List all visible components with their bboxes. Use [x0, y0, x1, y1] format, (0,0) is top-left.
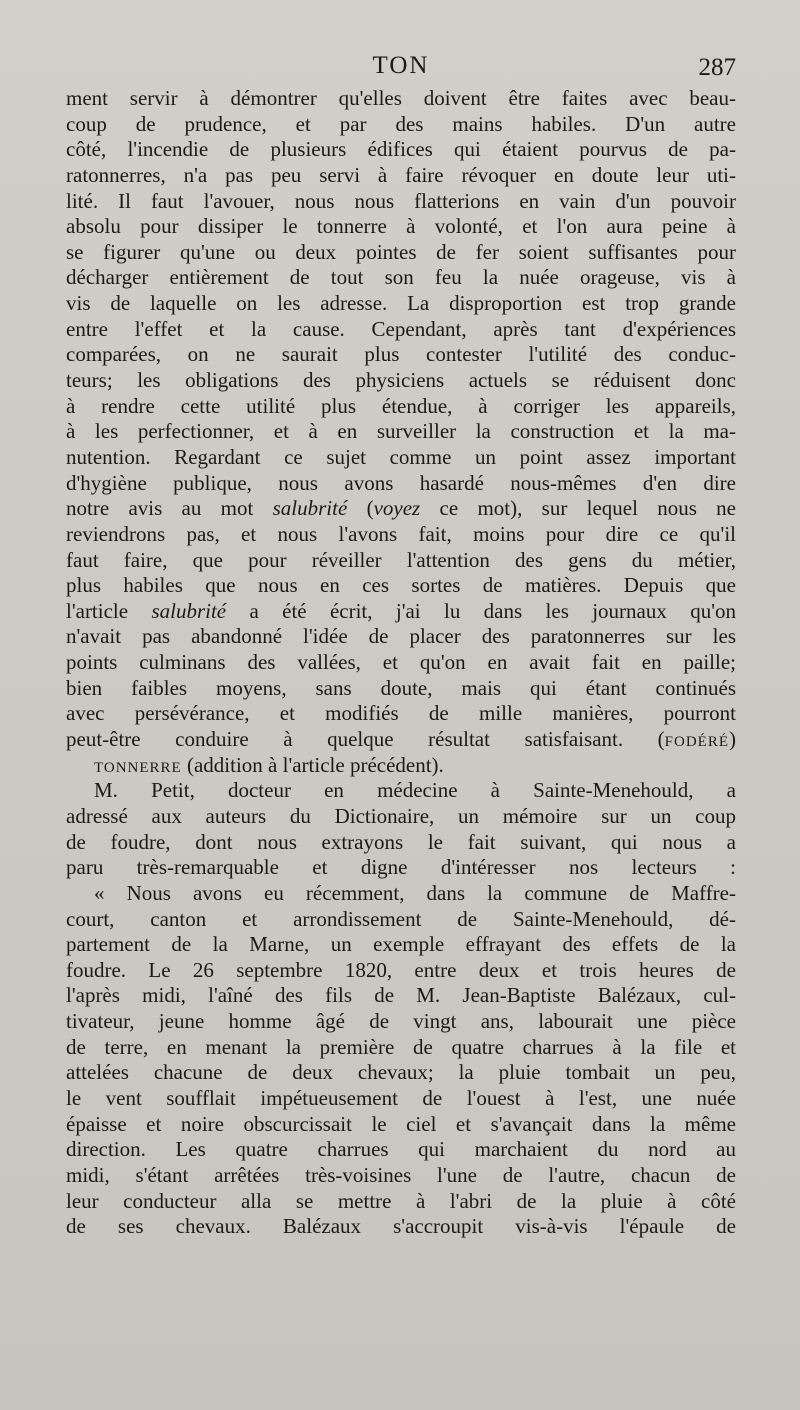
text-line: l'après midi, l'aîné des fils de M. Jean-Baptiste Balézaux, cul-	[66, 983, 736, 1008]
running-head	[66, 52, 736, 88]
text-line: de foudre, dont nous extrayons le fait suivant, qui nous a	[66, 829, 736, 854]
section-heading: TONNERRE (addition à l'article précédent).	[94, 752, 444, 777]
text-line: à rendre cette utilité plus étendue, à corriger les appareils,	[66, 393, 736, 418]
text-line: ment servir à démontrer qu'elles doivent être faites avec beau-	[66, 86, 736, 110]
text-line: nutention. Regardant ce sujet comme un point assez important	[66, 444, 736, 469]
text-line: tivateur, jeune homme âgé de vingt ans, labourait une pièce	[66, 1009, 736, 1034]
text-line: plus habiles que nous en ces sortes de matières. Depuis que	[66, 573, 736, 598]
body-text	[66, 86, 736, 1240]
page-number: 287	[698, 54, 736, 81]
text-line: leur conducteur alla se mettre à l'abri de la pluie à côté	[66, 1188, 736, 1213]
text-line: entre l'effet et la cause. Cependant, après tant d'expériences	[66, 316, 736, 341]
text-line: notre avis au mot salubrité (voyez ce mot), sur lequel nous ne	[66, 496, 736, 521]
text-line: teurs; les obligations des physiciens actuels se réduisent donc	[66, 368, 736, 393]
text-line: n'avait pas abandonné l'idée de placer des paratonnerres sur les	[66, 624, 736, 649]
italic-term: voyez	[373, 496, 421, 521]
text-line: décharger entièrement de tout son feu la nuée orageuse, vis à	[66, 265, 736, 290]
text-line: adressé aux auteurs du Dictionaire, un mémoire sur un coup	[66, 803, 736, 828]
text-line: reviendrons pas, et nous l'avons fait, moins pour dire ce qu'il	[66, 521, 736, 546]
text-line: faut faire, que pour réveiller l'attention des gens du métier,	[66, 547, 736, 572]
text-line: d'hygiène publique, nous avons hasardé nous-mêmes d'en dire	[66, 470, 736, 495]
text-line: bien faibles moyens, sans doute, mais qui étant continués	[66, 675, 736, 700]
text-line: l'article salubrité a été écrit, j'ai lu dans les journaux qu'on	[66, 598, 736, 623]
text-line: vis de laquelle on les adresse. La disproportion est trop grande	[66, 291, 736, 316]
text-line: à les perfectionner, et à en surveiller la construction et la ma-	[66, 419, 736, 444]
text-line: court, canton et arrondissement de Sainte-Menehould, dé-	[66, 906, 736, 931]
text-line: coup de prudence, et par des mains habiles. D'un autre	[66, 111, 736, 136]
text-line: partement de la Marne, un exemple effrayant des effets de la	[66, 932, 736, 957]
text-line: paru très-remarquable et digne d'intéresser nos lecteurs :	[66, 855, 736, 880]
text-line: absolu pour dissiper le tonnerre à volonté, et l'on aura peine à	[66, 214, 736, 239]
text-line: lité. Il faut l'avouer, nous nous flatterions en vain d'un pouvoir	[66, 188, 736, 213]
text-line: avec persévérance, et modifiés de mille manières, pourront	[66, 701, 736, 726]
running-title: TON	[372, 52, 430, 79]
text-line: « Nous avons eu récemment, dans la commune de Maffre-	[94, 880, 736, 905]
text-line: comparées, on ne saurait plus contester l'utilité des conduc-	[66, 342, 736, 367]
text-line: foudre. Le 26 septembre 1820, entre deux et trois heures de	[66, 957, 736, 982]
text-line: épaisse et noire obscurcissait le ciel et s'avançait dans la même	[66, 1111, 736, 1136]
text-line: direction. Les quatre charrues qui marchaient du nord au	[66, 1137, 736, 1162]
text-line: ratonnerres, n'a pas peu servi à faire révoquer en doute leur uti-	[66, 162, 736, 187]
entry-headword: TONNERRE	[94, 759, 182, 776]
author-signature: FODÉRÉ	[664, 734, 729, 751]
text-line: points culminans des vallées, et qu'on en avait fait en paille;	[66, 650, 736, 675]
text-line: de terre, en menant la première de quatre charrues à la file et	[66, 1034, 736, 1059]
italic-term: salubrité	[151, 598, 227, 623]
text-line: M. Petit, docteur en médecine à Sainte-Menehould, a	[94, 778, 736, 803]
text-line: côté, l'incendie de plusieurs édifices qui étaient pourvus de pa-	[66, 137, 736, 162]
text-line: de ses chevaux. Balézaux s'accroupit vis-à-vis l'épaule de	[66, 1214, 736, 1239]
text-line: midi, s'étant arrêtées très-voisines l'une de l'autre, chacun de	[66, 1162, 736, 1187]
text-line: peut-être conduire à quelque résultat satisfaisant. (FODÉRÉ)	[66, 727, 736, 752]
text-line: le vent soufflait impétueusement de l'ouest à l'est, une nuée	[66, 1085, 736, 1110]
text-line: se figurer qu'une ou deux pointes de fer soient suffisantes pour	[66, 239, 736, 264]
text-line: attelées chacune de deux chevaux; la pluie tombait un peu,	[66, 1060, 736, 1085]
italic-term: salubrité	[272, 496, 348, 521]
